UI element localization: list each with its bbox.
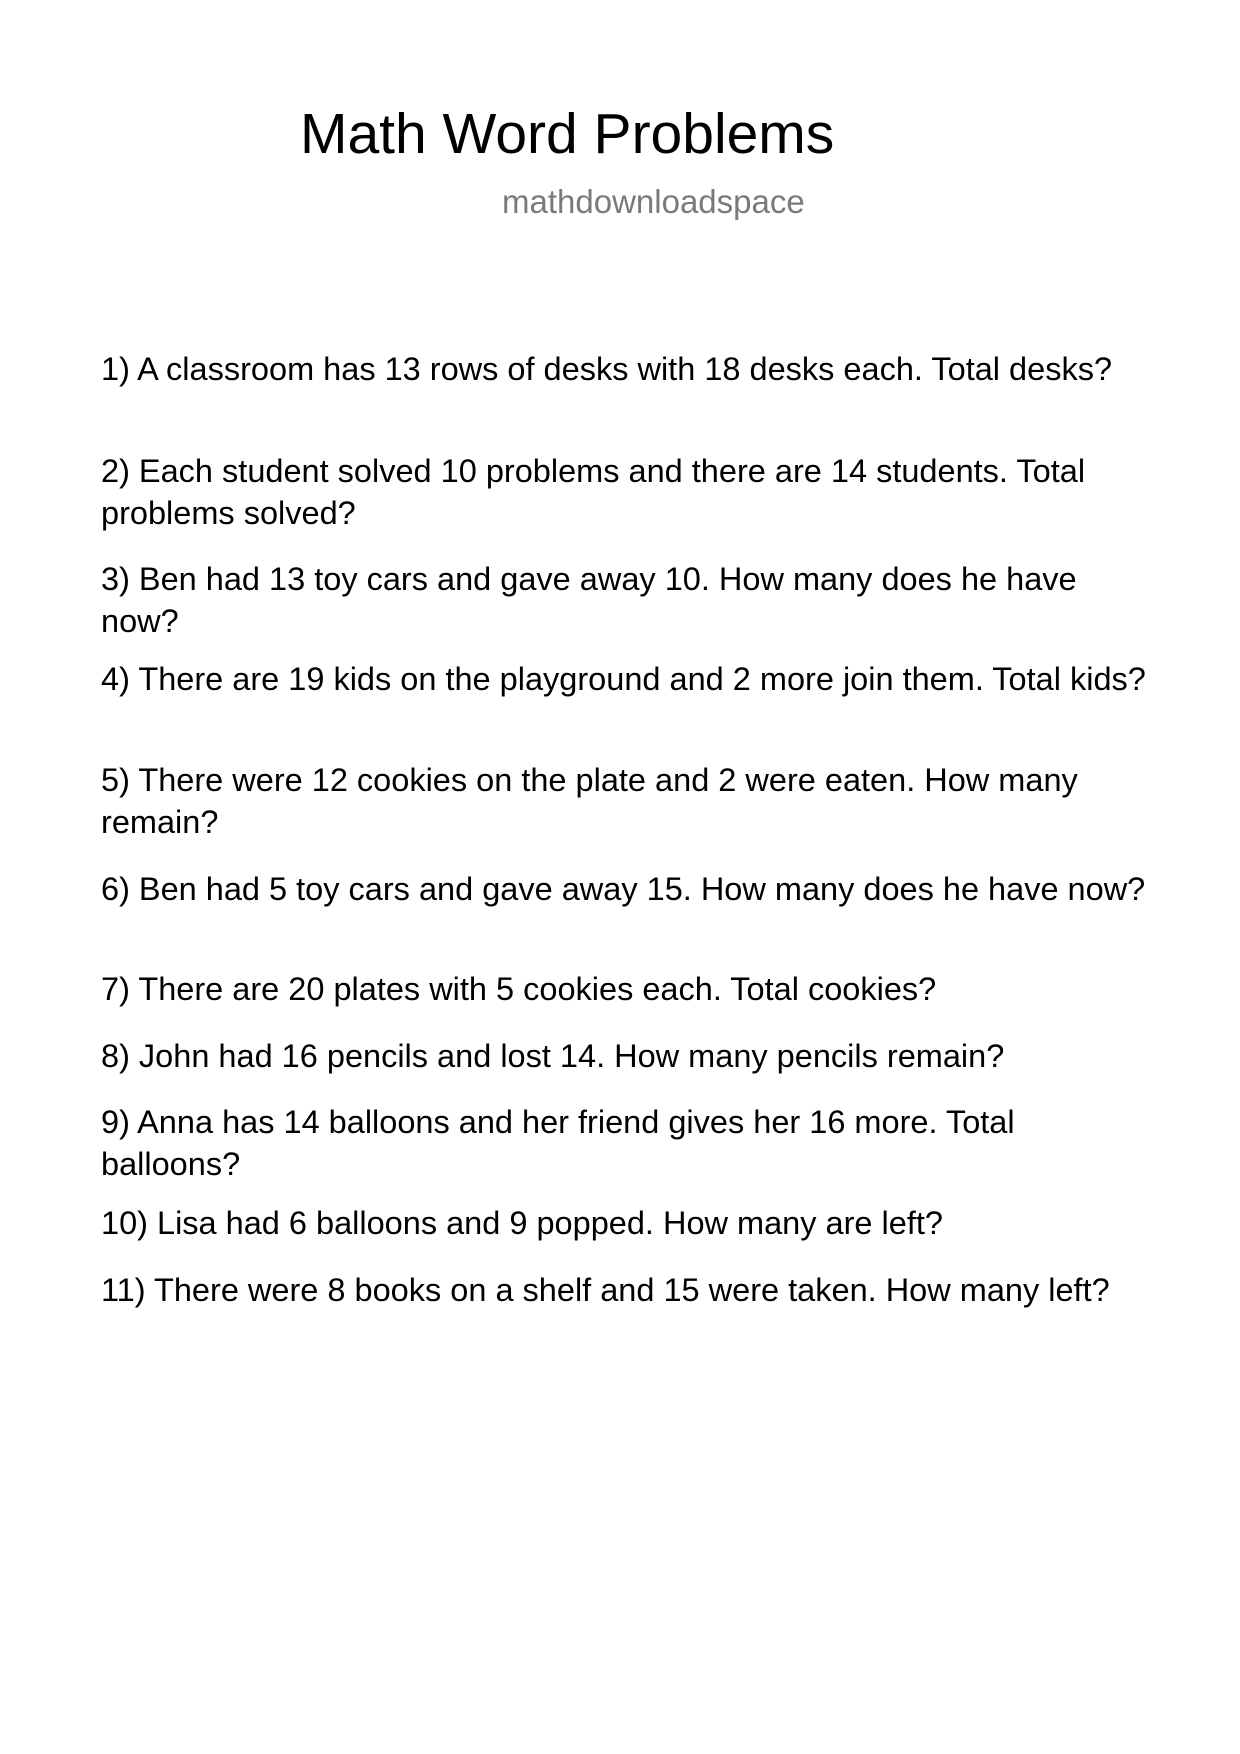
problem-4: 4) There are 19 kids on the playground and 2 more join them. Total kids?: [101, 661, 1146, 697]
page-subtitle: mathdownloadspace: [502, 183, 805, 220]
problem-1: 1) A classroom has 13 rows of desks with 18 desks each. Total desks?: [101, 351, 1113, 387]
problem-3: 3) Ben had 13 toy cars and gave away 10. How many does he have now?: [101, 561, 1077, 639]
problem-2: 2) Each student solved 10 problems and there are 14 students. Total problems solved?: [101, 453, 1086, 531]
problem-10: 10) Lisa had 6 balloons and 9 popped. How many are left?: [101, 1205, 943, 1241]
problem-11: 11) There were 8 books on a shelf and 15 were taken. How many left?: [101, 1272, 1110, 1308]
problem-5: 5) There were 12 cookies on the plate and 2 were eaten. How many remain?: [101, 762, 1078, 840]
page-title: Math Word Problems: [300, 102, 835, 166]
problem-9: 9) Anna has 14 balloons and her friend gives her 16 more. Total balloons?: [101, 1104, 1015, 1182]
problem-7: 7) There are 20 plates with 5 cookies each. Total cookies?: [101, 971, 937, 1007]
problem-6: 6) Ben had 5 toy cars and gave away 15. How many does he have now?: [101, 871, 1146, 907]
problem-8: 8) John had 16 pencils and lost 14. How many pencils remain?: [101, 1038, 1005, 1074]
